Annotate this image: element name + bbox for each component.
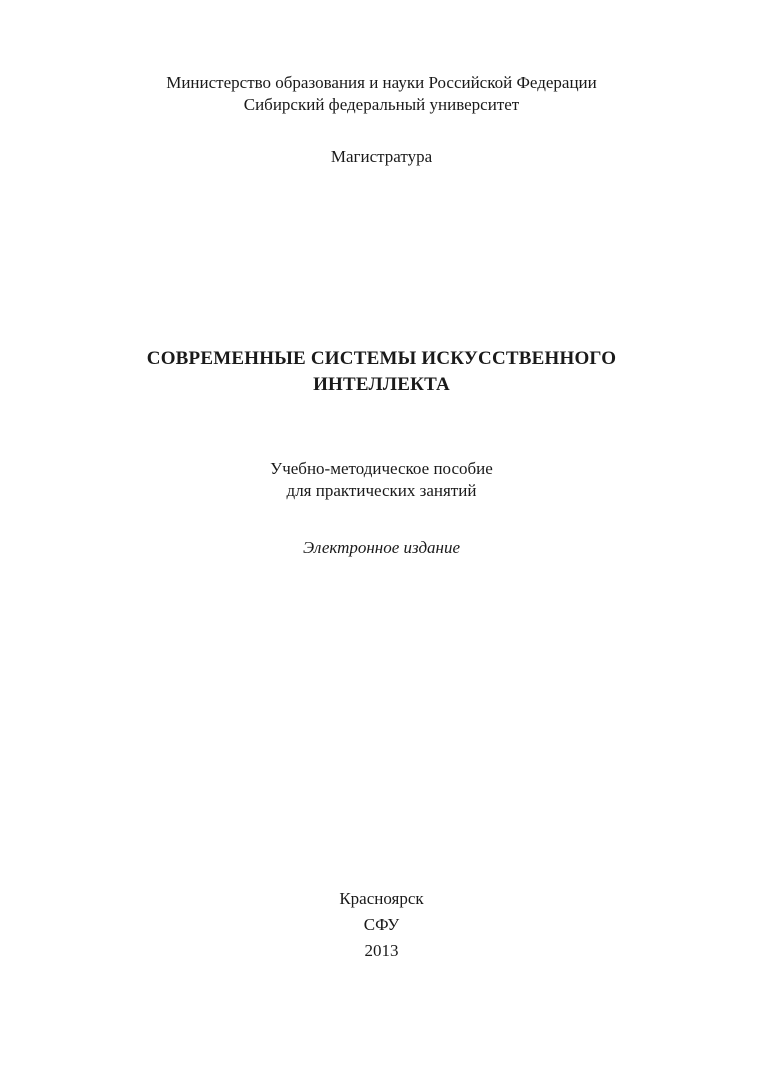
imprint-publisher: СФУ (363, 915, 400, 934)
header-block (0, 72, 763, 116)
document-title (0, 346, 763, 398)
ministry-name: Министерство образования и науки Российской Федерации (166, 73, 597, 92)
imprint-year: 2013 (364, 941, 399, 960)
subtitle-block (0, 458, 763, 502)
title-line-2: ИНТЕЛЛЕКТА (313, 374, 450, 395)
university-name: Сибирский федеральный университет (243, 95, 520, 114)
subtitle-line-1: Учебно-методическое пособие (270, 459, 493, 478)
title-line-1: СОВРЕМЕННЫЕ СИСТЕМЫ ИСКУССТВЕННОГО (146, 348, 617, 369)
program-block (0, 146, 763, 168)
imprint-block (0, 886, 763, 964)
imprint-city: Красноярск (339, 889, 424, 908)
edition-block (0, 537, 763, 559)
program-name: Магистратура (330, 147, 433, 166)
edition-label: Электронное издание (302, 538, 461, 557)
subtitle-line-2: для практических занятий (286, 481, 477, 500)
